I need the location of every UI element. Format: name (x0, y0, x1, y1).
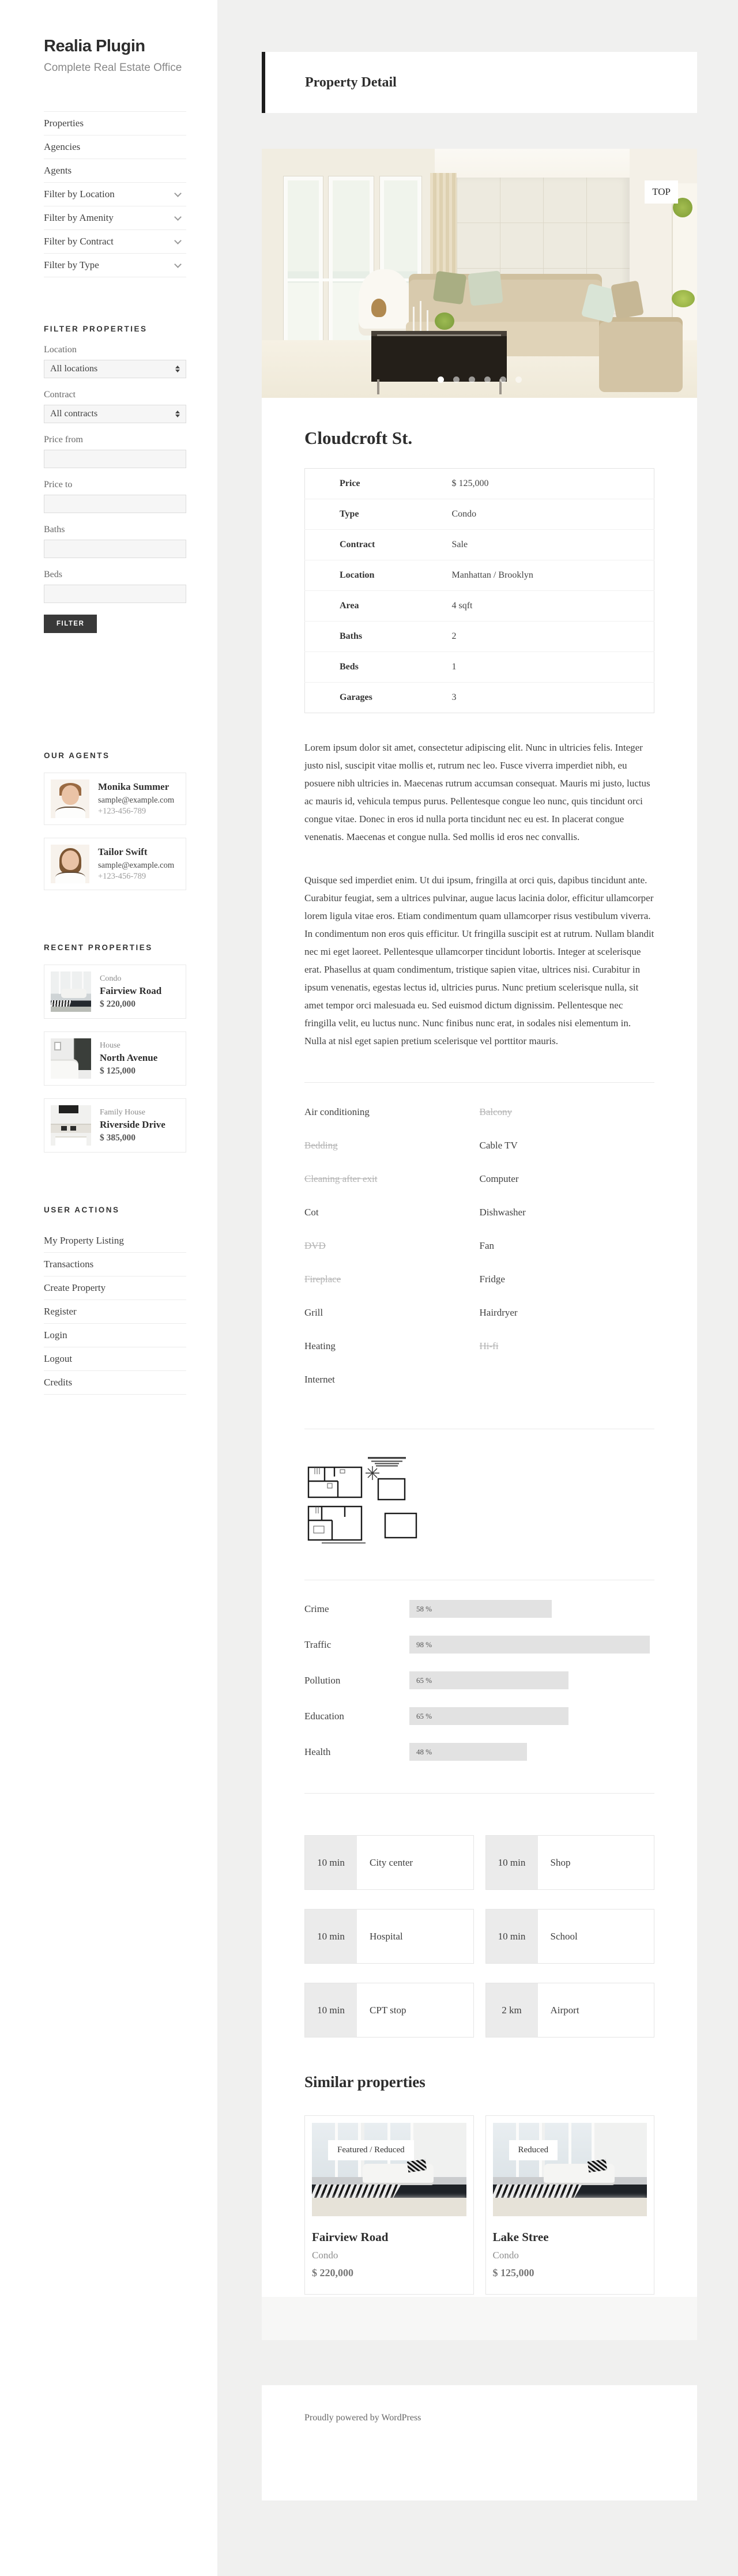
carousel-dots (262, 376, 697, 383)
stat-bar: 58 % (409, 1600, 552, 1618)
property-image-carousel[interactable] (262, 149, 697, 398)
carousel-dot[interactable] (438, 376, 444, 383)
stat-bar: 65 % (409, 1707, 568, 1725)
chevron-down-icon (174, 237, 182, 244)
recent-property-card[interactable] (44, 965, 186, 1019)
site-tagline: Complete Real Estate Office (44, 62, 182, 74)
agent-email: sample@example.com (98, 796, 175, 805)
chevron-down-icon (174, 261, 182, 268)
action-register[interactable]: Register (44, 1300, 186, 1324)
amenity: Internet (304, 1374, 335, 1385)
carousel-dot[interactable] (515, 376, 522, 383)
carousel-dot[interactable] (453, 376, 460, 383)
table-row: Location Manhattan / Brooklyn (305, 560, 654, 591)
amenity: Fan (479, 1240, 494, 1251)
beds-label: Beds (44, 570, 62, 579)
agent-photo (51, 845, 89, 883)
similar-properties-heading: Similar properties (304, 2073, 426, 2091)
similar-property-card[interactable] (304, 2115, 474, 2295)
amenity: Air conditioning (304, 1106, 370, 1117)
recent-property-card[interactable] (44, 1098, 186, 1153)
agent-email: sample@example.com (98, 861, 175, 870)
coffee-table (371, 331, 507, 382)
stat-row: Health 48 % (304, 1743, 654, 1761)
property-type: Family House (100, 1108, 145, 1117)
nav-item-agents[interactable]: Agents (44, 159, 186, 183)
stat-bar: 65 % (409, 1671, 568, 1689)
stat-row: Pollution 65 % (304, 1671, 654, 1689)
agent-phone: +123-456-789 (98, 872, 146, 881)
nav-item-agencies[interactable]: Agencies (44, 135, 186, 159)
property-badge: Reduced (509, 2140, 558, 2160)
similar-property-card[interactable] (485, 2115, 655, 2295)
property-price: $ 125,000 (492, 2267, 534, 2279)
table-row: Baths 2 (305, 622, 654, 652)
divider (304, 1793, 654, 1794)
amenity: Computer (479, 1173, 519, 1184)
table-row: Garages 3 (305, 683, 654, 713)
pillow (433, 271, 467, 305)
nav-item-filter-location[interactable]: Filter by Location (44, 183, 186, 206)
carousel-dot[interactable] (484, 376, 491, 383)
nav-item-filter-contract[interactable]: Filter by Contract (44, 230, 186, 254)
property-thumbnail (51, 1038, 91, 1079)
post-navigation-area (262, 2297, 697, 2340)
property-name: North Avenue (100, 1052, 158, 1063)
distances-grid (304, 1835, 654, 2038)
contract-label: Contract (44, 390, 76, 400)
amenity: Cleaning after exit (304, 1173, 378, 1184)
distance-card: 2 km Airport (485, 1983, 655, 2038)
amenity: Fridge (479, 1274, 505, 1285)
price-from-input[interactable] (44, 450, 186, 468)
page-header (262, 52, 697, 113)
stat-row: Traffic 98 % (304, 1636, 654, 1654)
page-title: Property Detail (305, 74, 397, 90)
property-thumbnail (51, 1105, 91, 1146)
property-badge: Featured / Reduced (328, 2140, 414, 2160)
price-from-label: Price from (44, 435, 83, 445)
property-name: Fairview Road (100, 985, 162, 996)
property-card (262, 149, 697, 2297)
action-create-property[interactable]: Create Property (44, 1276, 186, 1300)
distance-card: 10 min Shop (485, 1835, 655, 1890)
user-actions-widget (44, 1206, 186, 1395)
divider (304, 1082, 654, 1083)
stat-bar: 48 % (409, 1743, 527, 1761)
action-credits[interactable]: Credits (44, 1371, 186, 1395)
property-name: Riverside Drive (100, 1118, 165, 1130)
amenity: DVD (304, 1240, 326, 1251)
stat-bar: 98 % (409, 1636, 650, 1654)
widget-heading-recent: RECENT PROPERTIES (44, 943, 153, 952)
site-title[interactable]: Realia Plugin (44, 37, 145, 55)
filter-button[interactable]: FILTER (44, 615, 97, 633)
widget-heading-actions: USER ACTIONS (44, 1206, 120, 1214)
window (284, 176, 323, 349)
amenity: Heating (304, 1340, 336, 1351)
location-label: Location (44, 345, 77, 355)
stat-row: Crime 58 % (304, 1600, 654, 1618)
property-type: Condo (100, 974, 122, 983)
chevron-down-icon (174, 190, 182, 197)
table-row: Area 4 sqft (305, 591, 654, 622)
distance-card: 10 min City center (304, 1835, 474, 1890)
amenity: Hi-fi (479, 1340, 499, 1351)
property-name[interactable]: Fairview Road (312, 2230, 389, 2244)
property-details-table (304, 468, 654, 713)
action-my-property-listing[interactable]: My Property Listing (44, 1229, 186, 1253)
sidebar-nav (44, 111, 186, 277)
nav-item-filter-type[interactable]: Filter by Type (44, 254, 186, 277)
table-row: Contract Sale (305, 530, 654, 560)
agent-photo (51, 779, 89, 818)
candle (427, 310, 428, 331)
agent-card[interactable] (44, 773, 186, 825)
moss-ball-decor (435, 312, 454, 330)
filter-properties-widget (44, 325, 186, 633)
beds-input[interactable] (44, 585, 186, 603)
similar-properties-grid (304, 2115, 654, 2296)
select-arrows-icon (175, 410, 180, 417)
top-badge: TOP (645, 180, 678, 204)
property-photo (312, 2123, 466, 2216)
table-row: Price $ 125,000 (340, 479, 489, 488)
agent-card[interactable] (44, 838, 186, 890)
wordpress-credit-link[interactable]: Proudly powered by WordPress (304, 2413, 421, 2423)
pillow (468, 270, 503, 306)
property-description (304, 739, 654, 1050)
amenity: Cot (304, 1207, 319, 1218)
recent-property-card[interactable] (44, 1031, 186, 1086)
neighborhood-stats (304, 1600, 654, 1761)
main-content (262, 0, 697, 2500)
contract-select[interactable]: All contracts (44, 405, 186, 423)
floor-plan-image (304, 1453, 654, 1547)
nav-item-filter-amenity[interactable]: Filter by Amenity (44, 206, 186, 230)
recent-properties-widget (44, 943, 186, 1153)
property-title: Cloudcroft St. (304, 428, 413, 448)
nav-item-properties[interactable]: Properties (44, 112, 186, 135)
candle (420, 301, 421, 331)
description-paragraph: Lorem ipsum dolor sit amet, consectetur adipiscing elit. Nunc in ultricies felis. Integer justo nisl, suscipit vitae mollis et, rutrum nec leo. Fusce viverra imperdiet nibh, eu posuere nibh ultricies in. Maecenas rutrum accumsan consequat. Mauris mi justo, luctus ac mauris id, vehicula tempus purus. Pellentesque congue leo nunc, quis tincidunt orci congue vitae. Donec in eros id nulla porta tincidunt nec eu est. In placerat congue venenatis. Maecenas et congue nulla. Sed mollis id eros nec convallis. (304, 742, 650, 842)
agent-name: Tailor Swift (98, 846, 148, 857)
pillow (611, 280, 644, 319)
carousel-dot[interactable] (500, 376, 506, 383)
table-row: Type Condo (305, 499, 654, 530)
action-logout[interactable]: Logout (44, 1347, 186, 1371)
price-to-label: Price to (44, 480, 73, 489)
baths-input[interactable] (44, 540, 186, 558)
sidebar (0, 0, 217, 2576)
amenity: Balcony (479, 1106, 513, 1117)
amenity: Grill (304, 1307, 323, 1318)
baths-label: Baths (44, 525, 65, 534)
agent-name: Monika Summer (98, 781, 170, 792)
property-price: $ 220,000 (100, 999, 135, 1009)
select-arrows-icon (175, 366, 180, 372)
description-paragraph: Quisque sed imperdiet enim. Ut dui ipsum, fringilla at orci quis, dapibus tincidunt ante. Curabitur feugiat, sem a ultrices pulvinar, augue lacus lacinia dolor, efficitur ullamcorper lorem ligula vitae eros. Etiam condimentum quam ullamcorper risus vestibulum viverra. In condimentum non eros quis efficitur. Ut fringilla suscipit est at rutrum. Nullam blandit nec mi eget laoreet. Pellentesque ullamcorper tincidunt lobortis. Integer at scelerisque erat. Phasellus at quam condimentum, tristique sapien vitae, ultrices nisi. Curabitur in ipsum venenatis, egestas lectus id, ultricies purus. Nunc pretium scelerisque nulla, sit amet tempor orci malesuada eu. Sed euismod dictum dignissim. Pellentesque nec fringilla velit, eu luctus nunc. Nunc finibus nunc erat, in sodales nisi elementum in. Nulla at nisl eget sapien pretium scelerisque vel porttitor mauris. (304, 875, 654, 1046)
property-name[interactable]: Lake Stree (492, 2230, 549, 2244)
stat-row: Education 65 % (304, 1707, 654, 1725)
action-transactions[interactable]: Transactions (44, 1253, 186, 1276)
chevron-down-icon (174, 213, 182, 221)
property-price: $ 385,000 (100, 1132, 135, 1143)
distance-card: 10 min CPT stop (304, 1983, 474, 2038)
site-footer (262, 2385, 697, 2500)
distance-card: 10 min Hospital (304, 1909, 474, 1964)
property-thumbnail (51, 971, 91, 1012)
property-type: House (100, 1041, 121, 1050)
our-agents-widget (44, 751, 186, 890)
amenity: Hairdryer (479, 1307, 518, 1318)
agent-phone: +123-456-789 (98, 807, 146, 816)
carousel-dot[interactable] (469, 376, 475, 383)
property-type: Condo (312, 2250, 338, 2261)
widget-heading-filter: FILTER PROPERTIES (44, 325, 148, 333)
amenity: Bedding (304, 1140, 338, 1151)
location-select[interactable]: All locations (44, 360, 186, 378)
widget-heading-agents: OUR AGENTS (44, 751, 110, 760)
property-type: Condo (492, 2250, 519, 2261)
candle (413, 307, 415, 331)
property-price: $ 220,000 (312, 2267, 353, 2279)
table-row: Beds 1 (305, 652, 654, 683)
plant (672, 290, 695, 307)
distance-card: 10 min School (485, 1909, 655, 1964)
amenity: Fireplace (304, 1274, 341, 1285)
property-price: $ 125,000 (100, 1065, 135, 1076)
amenity: Cable TV (479, 1140, 518, 1151)
teddy-bear (371, 299, 386, 317)
price-to-input[interactable] (44, 495, 186, 513)
property-photo (493, 2123, 647, 2216)
amenities-list (304, 1095, 654, 1396)
action-login[interactable]: Login (44, 1324, 186, 1347)
amenity: Dishwasher (479, 1207, 526, 1218)
